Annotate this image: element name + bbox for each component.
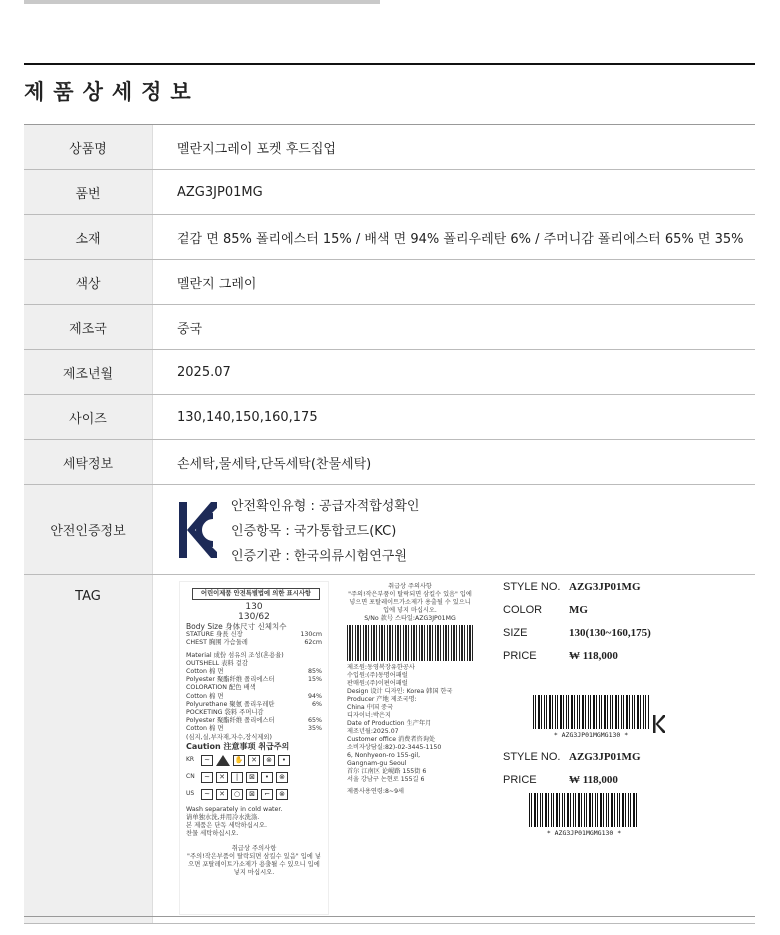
row-label: 제조년월 xyxy=(24,350,153,394)
care-val: 6% xyxy=(312,700,322,708)
row-value: 멜란지그레이 포켓 후드집업 xyxy=(177,141,336,157)
care-wash-cn: 请单独水洗,并用冷水洗涤. xyxy=(186,814,260,822)
tag-images xyxy=(153,575,755,923)
product-info-table xyxy=(24,124,755,924)
no-dryclean-icon: ⊗ xyxy=(276,772,288,783)
bleach-triangle-icon xyxy=(216,755,230,766)
hand-wash-icon: ✋ xyxy=(234,755,244,764)
price-tag-barcode xyxy=(533,695,649,729)
certification-type: 안전확인유형 : 공급자적합성확인 xyxy=(231,499,420,514)
mid-line: Producer 产地 제조국명: xyxy=(347,696,417,703)
care-symbols-us xyxy=(186,789,322,800)
care-wash-kr1: 본 제품은 단독 세탁하십시오. xyxy=(186,822,267,830)
care-material-title: Material 成份 섬유의 조성(혼용율) xyxy=(186,651,284,659)
row-label: 색상 xyxy=(24,260,153,304)
mid-line: 제품사용연령:8~9세 xyxy=(347,788,404,795)
certification-item: 인증항목 : 국가통합코드(KC) xyxy=(231,524,397,539)
mid-line: 소비자상담실:82)-02-3445-1150 xyxy=(347,744,442,751)
row-label: 상품명 xyxy=(24,125,153,169)
mid-line: Gangnam-gu Seoul xyxy=(347,760,407,767)
row-label: 소재 xyxy=(24,215,153,259)
mid-line: 6, Nonhyeon-ro 155-gil, xyxy=(347,752,421,759)
row-label: 품번 xyxy=(24,170,153,214)
no-dryclean-icon: ✕ xyxy=(248,755,260,766)
mid-line: 판매원:(주)이편어패럴 xyxy=(347,680,408,687)
no-bleach-icon: ✕ xyxy=(216,772,228,783)
mid-line: Customer office 消费者咨询处 xyxy=(347,736,436,743)
small-tag-style xyxy=(503,751,683,763)
care-pocketing: POCKETING 袋料 주머니감 xyxy=(186,709,264,717)
care-material xyxy=(186,725,322,733)
table-row xyxy=(24,125,755,170)
bottom-rule xyxy=(24,916,755,917)
tag-val: MG xyxy=(569,604,588,616)
care-key: Cotton 棉 면 xyxy=(186,692,224,700)
row-label: 사이즈 xyxy=(24,395,153,439)
mid-line: 제조년월:2025.07 xyxy=(347,728,399,735)
certification-lines xyxy=(231,495,419,564)
small-tag-barcode-text: * AZG3JP01MGMG130 * xyxy=(546,829,622,837)
care-material xyxy=(186,693,322,701)
row-label: 제조국 xyxy=(24,305,153,349)
small-tag-barcode xyxy=(529,793,639,827)
tag-val: AZG3JP01MG xyxy=(569,581,641,593)
price-tag-size xyxy=(503,627,683,639)
dry-flat-icon: ⌐ xyxy=(261,789,273,800)
no-dryclean-icon: ⊗ xyxy=(276,789,288,800)
care-key: Cotton 棉 면 xyxy=(186,668,224,676)
row-value: 멜란지 그레이 xyxy=(177,276,257,292)
wash-tub-icon: ~ xyxy=(201,772,213,783)
mid-line: Design 设计 디자인: Korea 韩国 한국 xyxy=(347,688,453,695)
tag-val: 130(130~160,175) xyxy=(569,627,651,639)
care-notice: "주의!작은부품이 탈락되면 삼킬수 있음" 입에 넣으면 포탈레이트가소제가 용출될 수 있으니 입에 넣지 마십시오. xyxy=(187,852,321,877)
tag-key: PRICE xyxy=(503,774,537,786)
price-tag-price xyxy=(503,650,683,662)
certification-value xyxy=(153,485,755,574)
price-tag-color xyxy=(503,604,683,616)
care-symbols-cn xyxy=(186,772,322,783)
table-row xyxy=(24,215,755,260)
mid-line: 首尔 江南区 论岘路 155街 6 xyxy=(347,768,427,775)
table-row xyxy=(24,305,755,350)
tag-key: COLOR xyxy=(503,604,543,616)
tag-row xyxy=(24,575,755,924)
mid-line: 제조원:동영복장유한공사 xyxy=(347,664,415,671)
row-value: 중국 xyxy=(177,321,203,337)
importer-label-image xyxy=(343,581,477,795)
row-value: 겉감 면 85% 폴리에스터 15% / 배색 면 94% 폴리우레탄 6% / 주머니감 폴리에스터 65% 면 35% xyxy=(177,231,744,247)
care-material xyxy=(186,701,322,709)
title-rule xyxy=(24,63,755,65)
iron-icon: • xyxy=(261,772,273,783)
no-tumble-icon: ⊠ xyxy=(246,789,258,800)
care-exclusion: (심지,실,부자재,자수,장식제외) xyxy=(186,733,272,741)
care-chest xyxy=(186,639,322,647)
care-val: 85% xyxy=(308,668,322,676)
care-key: Polyester 聚酯纤维 폴리에스터 xyxy=(186,717,275,725)
top-image-strip xyxy=(24,0,380,4)
kc-mark-small-icon xyxy=(653,715,665,733)
care-key: Polyurethane 聚氨 폴리우레탄 xyxy=(186,700,275,708)
table-row xyxy=(24,260,755,305)
care-outshell: OUTSHELL 表料 겉감 xyxy=(186,659,248,667)
tag-val: ₩ 118,000 xyxy=(569,650,618,662)
care-wash-en: Wash separately in cold water. xyxy=(186,805,283,813)
mid-style: S/No 款号 스타일:AZG3JP01MG xyxy=(364,615,456,622)
table-row xyxy=(24,440,755,485)
mid-notice: "주의!작은부품이 탈락되면 삼킬수 있음" 입에 넣으면 포탈레이트가소제가 용출될 수 있으니 입에 넣지 마십시오. xyxy=(348,591,472,614)
price-tag-style xyxy=(503,581,683,593)
care-key: Polyester 聚酯纤维 폴리에스터 xyxy=(186,676,275,684)
tag-key: PRICE xyxy=(503,650,537,662)
care-material xyxy=(186,668,322,676)
care-code: KR xyxy=(186,756,195,764)
care-key: Cotton 棉 면 xyxy=(186,725,224,733)
row-label: TAG xyxy=(24,575,153,923)
care-key: CHEST 胸围 가슴둘레 xyxy=(186,639,248,647)
care-code: US xyxy=(186,790,195,798)
care-caution: Caution 注意事项 취급주의 xyxy=(186,741,290,751)
certification-agency: 인증기관 : 한국의류시험연구원 xyxy=(231,549,407,564)
care-symbols-kr xyxy=(186,755,322,766)
mid-line: 디자이너:박은지 xyxy=(347,712,391,719)
table-row xyxy=(24,350,755,395)
small-tag-price xyxy=(503,774,683,786)
wash-tub-icon: ~ xyxy=(201,789,213,800)
section-title: 제품상세정보 xyxy=(24,80,200,104)
tag-key: STYLE NO. xyxy=(503,581,561,593)
tag-key: SIZE xyxy=(503,627,528,639)
tag-val: ₩ 118,000 xyxy=(569,774,618,786)
mid-line: Date of Production 生产年月 xyxy=(347,720,432,727)
row-label: 안전인증정보 xyxy=(24,485,153,574)
iron-icon: • xyxy=(278,755,290,766)
no-tumble-icon: ⊗ xyxy=(263,755,275,766)
kc-mark-icon xyxy=(177,500,217,560)
care-val: 15% xyxy=(308,676,322,684)
care-val: 94% xyxy=(308,692,322,700)
care-label-head: 어린이제품 안전특별법에 의한 표시사항 xyxy=(192,588,320,600)
care-val: 65% xyxy=(308,717,322,725)
row-value: AZG3JP01MG xyxy=(177,184,263,200)
mid-line: 수입원:(주)동명어패럴 xyxy=(347,672,408,679)
care-val: 35% xyxy=(308,725,322,733)
care-val: 62cm xyxy=(304,639,322,647)
tumble-dry-icon: ○ xyxy=(231,789,243,800)
row-value: 2025.07 xyxy=(177,364,231,380)
no-bleach-icon: ✕ xyxy=(216,789,228,800)
mid-line: 서울 강남구 논현로 155길 6 xyxy=(347,776,425,783)
care-notice-title: 취급상 주의사항 xyxy=(231,844,277,852)
row-value: 손세탁,물세탁,단독세탁(찬물세탁) xyxy=(177,456,372,472)
wash-tub-icon: ~ xyxy=(201,755,213,766)
care-code: CN xyxy=(186,773,195,781)
care-val: 130cm xyxy=(300,631,322,639)
care-size-main: 130 xyxy=(245,602,263,613)
care-body-size: Body Size 身体尺寸 신체치수 xyxy=(186,622,287,632)
table-row xyxy=(24,395,755,440)
mid-notice-title: 취급상 주의사항 xyxy=(388,583,432,590)
mid-line: China 中国 중국 xyxy=(347,704,393,711)
tag-val: AZG3JP01MG xyxy=(569,751,641,763)
care-wash-kr2: 찬물 세탁하십시오. xyxy=(186,830,239,838)
care-label-image xyxy=(179,581,329,915)
care-key: STATURE 身長 신장 xyxy=(186,631,243,639)
row-value: 130,140,150,160,175 xyxy=(177,409,318,425)
line-dry-icon: | xyxy=(231,772,243,783)
tag-key: STYLE NO. xyxy=(503,751,561,763)
no-tumble-icon: ⊠ xyxy=(246,772,258,783)
price-tag-image xyxy=(503,581,683,673)
row-label: 세탁정보 xyxy=(24,440,153,484)
care-size-sub: 130/62 xyxy=(238,612,270,623)
mid-barcode xyxy=(347,625,473,661)
care-coloration: COLORATION 配色 배색 xyxy=(186,684,256,692)
small-tag-image xyxy=(503,751,683,797)
certification-row xyxy=(24,485,755,575)
price-tag-barcode-text: * AZG3JP01MGMG130 * xyxy=(553,731,629,739)
table-row xyxy=(24,170,755,215)
